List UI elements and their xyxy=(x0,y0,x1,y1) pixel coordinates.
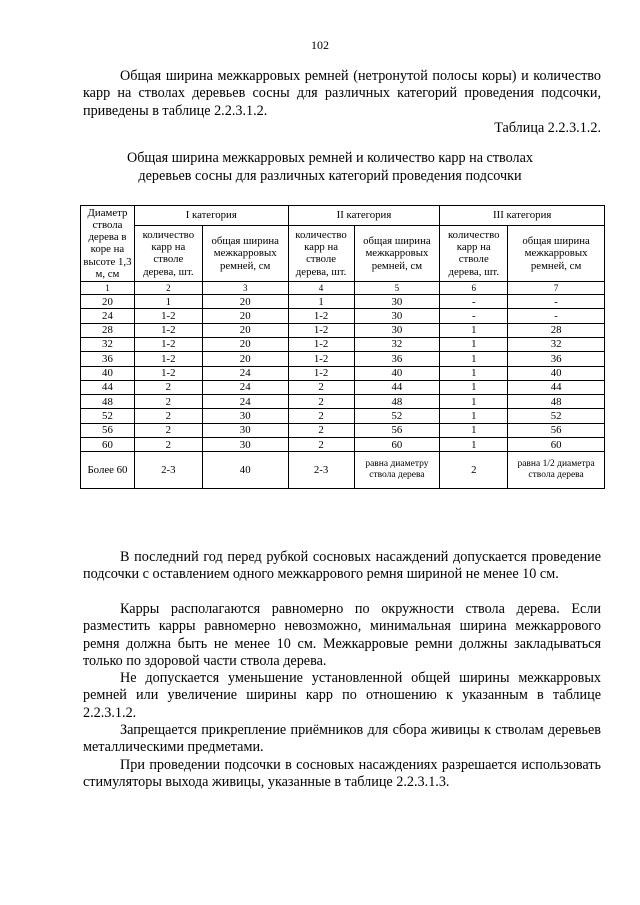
table-cell: 60 xyxy=(508,437,605,451)
column-number: 3 xyxy=(202,281,288,294)
table-cell: 56 xyxy=(354,423,440,437)
table-cell: 1-2 xyxy=(134,352,202,366)
table-cell: 24 xyxy=(202,366,288,380)
column-number-row xyxy=(81,281,605,294)
table-cell: 20 xyxy=(202,323,288,337)
table-cell: 48 xyxy=(508,395,605,409)
table-row-last xyxy=(81,452,605,489)
table-cell: 1 xyxy=(440,409,508,423)
column-number: 5 xyxy=(354,281,440,294)
table-row xyxy=(81,437,605,451)
diameter-cell: 20 xyxy=(81,295,135,309)
table-cell: 40 xyxy=(202,452,288,489)
sub-header-count: количество карр на стволе дерева, шт. xyxy=(440,226,508,282)
table-cell: 56 xyxy=(508,423,605,437)
table-cell: 1 xyxy=(440,380,508,394)
sub-header-count: количество карр на стволе дерева, шт. xyxy=(288,226,354,282)
table-cell: 40 xyxy=(354,366,440,380)
table-cell: 52 xyxy=(354,409,440,423)
table-cell: 44 xyxy=(354,380,440,394)
table-cell: 1 xyxy=(440,366,508,380)
table-label: Таблица 2.2.3.1.2. xyxy=(494,120,601,136)
table-cell: 30 xyxy=(354,309,440,323)
diameter-header: Диаметр ствола дерева в коре на высоте 1,3 м, см xyxy=(81,206,135,282)
table-cell: 2-3 xyxy=(134,452,202,489)
table-cell: 20 xyxy=(202,352,288,366)
table-cell: 2 xyxy=(288,437,354,451)
table-row xyxy=(81,309,605,323)
column-number: 2 xyxy=(134,281,202,294)
table-cell: 52 xyxy=(508,409,605,423)
table-cell: 20 xyxy=(202,295,288,309)
table-cell: 1 xyxy=(440,395,508,409)
intro-paragraph: Общая ширина межкарровых ремней (нетронутой полосы коры) и количество карр на стволах деревьев сосны для различных категорий проведения подсочки, приведены в таблице 2.2.3.1.2. xyxy=(83,68,601,119)
table-cell: равна 1/2 диаметра ствола дерева xyxy=(508,452,605,489)
table-cell: 2 xyxy=(288,423,354,437)
category-3-header: III категория xyxy=(440,206,605,226)
table-cell: - xyxy=(508,309,605,323)
diameter-cell: 28 xyxy=(81,323,135,337)
diameter-cell: 32 xyxy=(81,337,135,351)
table-cell: 60 xyxy=(354,437,440,451)
table-row xyxy=(81,352,605,366)
table-cell: 1 xyxy=(440,323,508,337)
category-2-header: II категория xyxy=(288,206,440,226)
page-number: 102 xyxy=(311,38,329,52)
diameter-cell: 52 xyxy=(81,409,135,423)
table-cell: 2 xyxy=(134,409,202,423)
table-cell: 48 xyxy=(354,395,440,409)
sub-header-width: общая ширина межкарровых ремней, см xyxy=(508,226,605,282)
table-row xyxy=(81,395,605,409)
table-cell: - xyxy=(440,309,508,323)
table-row xyxy=(81,423,605,437)
table-cell: 30 xyxy=(202,437,288,451)
table-title-line-1: Общая ширина межкарровых ремней и количество карр на стволах xyxy=(126,150,534,166)
paragraph-final-year: В последний год перед рубкой сосновых насаждений допускается проведение подсочки с оставлением одного межкаррового ремня шириной не менее 10 см. xyxy=(83,549,601,583)
paragraph-prohibition: Запрещается прикрепление приёмников для сбора живицы к стволам деревьев металлическими предметами. xyxy=(83,722,601,756)
column-number: 7 xyxy=(508,281,605,294)
table-cell: 1-2 xyxy=(288,337,354,351)
table-row xyxy=(81,366,605,380)
table-cell: - xyxy=(440,295,508,309)
table-cell: 1-2 xyxy=(134,337,202,351)
table-cell: 44 xyxy=(508,380,605,394)
paragraph-no-reduction: Не допускается уменьшение установленной общей ширины межкарровых ремней или увеличение ширины карр по отношению к указанным в таблице 2.2.3.1.2. xyxy=(83,670,601,721)
table-cell: 1-2 xyxy=(134,366,202,380)
table-cell: 1 xyxy=(440,437,508,451)
diameter-cell: 40 xyxy=(81,366,135,380)
sub-header-count: количество карр на стволе дерева, шт. xyxy=(134,226,202,282)
table-cell: 2 xyxy=(288,380,354,394)
table-cell: 40 xyxy=(508,366,605,380)
diameter-cell: 56 xyxy=(81,423,135,437)
diameter-cell: 24 xyxy=(81,309,135,323)
table-cell: 30 xyxy=(202,423,288,437)
table-cell: 30 xyxy=(354,323,440,337)
column-number: 4 xyxy=(288,281,354,294)
table-cell: 2 xyxy=(134,380,202,394)
table-row xyxy=(81,337,605,351)
paragraph-stimulators: При проведении подсочки в сосновых насаждениях разрешается использовать стимуляторы выхода живицы, указанные в таблице 2.2.3.1.3. xyxy=(83,757,601,791)
sub-header-width: общая ширина межкарровых ремней, см xyxy=(202,226,288,282)
table-cell: 1 xyxy=(134,295,202,309)
data-table xyxy=(80,205,605,489)
table-cell: 1 xyxy=(440,423,508,437)
diameter-cell: 60 xyxy=(81,437,135,451)
table-cell: 24 xyxy=(202,395,288,409)
table-cell: 2 xyxy=(134,423,202,437)
diameter-cell: 48 xyxy=(81,395,135,409)
column-number: 1 xyxy=(81,281,135,294)
table-row xyxy=(81,323,605,337)
diameter-cell: Более 60 xyxy=(81,452,135,489)
table-cell: 1 xyxy=(288,295,354,309)
table-cell: равна диаметру ствола дерева xyxy=(354,452,440,489)
table-cell: 1-2 xyxy=(134,309,202,323)
table-cell: 32 xyxy=(354,337,440,351)
paragraph-placement: Карры располагаются равномерно по окружности ствола дерева. Если разместить карры равномерно невозможно, минимальная ширина межкаррового ремня должна быть не менее 10 см. Межкарровые ремни должны закладываться только по здоровой части ствола дерева. xyxy=(83,601,601,669)
table-row xyxy=(81,380,605,394)
table-cell: 2-3 xyxy=(288,452,354,489)
column-number: 6 xyxy=(440,281,508,294)
table-cell: 2 xyxy=(134,437,202,451)
table-cell: 2 xyxy=(288,409,354,423)
table-cell: 28 xyxy=(508,323,605,337)
diameter-cell: 36 xyxy=(81,352,135,366)
table-cell: 30 xyxy=(202,409,288,423)
table-cell: 36 xyxy=(354,352,440,366)
table-cell: 1-2 xyxy=(288,366,354,380)
table-cell: 1-2 xyxy=(288,309,354,323)
table-cell: 20 xyxy=(202,337,288,351)
table-cell: 1-2 xyxy=(134,323,202,337)
sub-header-width: общая ширина межкарровых ремней, см xyxy=(354,226,440,282)
table-row xyxy=(81,295,605,309)
table-row xyxy=(81,409,605,423)
table-cell: 2 xyxy=(288,395,354,409)
table-cell: 2 xyxy=(134,395,202,409)
table-cell: 24 xyxy=(202,380,288,394)
table-cell: 1 xyxy=(440,352,508,366)
table-cell: 1-2 xyxy=(288,352,354,366)
table-title xyxy=(60,150,600,185)
table-cell: 1-2 xyxy=(288,323,354,337)
table-cell: 1 xyxy=(440,337,508,351)
table-cell: 30 xyxy=(354,295,440,309)
table-cell: 36 xyxy=(508,352,605,366)
diameter-cell: 44 xyxy=(81,380,135,394)
table-cell: - xyxy=(508,295,605,309)
category-1-header: I категория xyxy=(134,206,288,226)
table-cell: 2 xyxy=(440,452,508,489)
table-cell: 32 xyxy=(508,337,605,351)
table-cell: 20 xyxy=(202,309,288,323)
table-title-line-2: деревьев сосны для различных категорий проведения подсочки xyxy=(138,167,522,184)
